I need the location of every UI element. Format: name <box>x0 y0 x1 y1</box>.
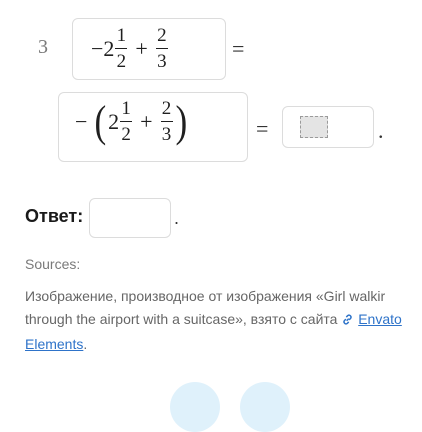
answer-label: Ответ: <box>25 206 84 226</box>
fraction-2-denominator: 3 <box>157 51 167 73</box>
plus-sign: + <box>135 35 148 61</box>
answer-period: . <box>174 208 180 228</box>
fraction-1-denominator: 2 <box>121 124 131 146</box>
expression-box-1 <box>72 18 226 80</box>
minus-sign: − <box>75 108 88 134</box>
fraction-1-denominator: 2 <box>116 51 127 73</box>
fraction-1-numerator: 1 <box>121 98 131 119</box>
expression-box-2 <box>58 92 248 162</box>
whole-part: 2 <box>108 108 120 134</box>
period-line-2: . <box>378 118 384 143</box>
minus-sign: − <box>91 35 104 61</box>
fraction-bar <box>120 121 132 122</box>
result-input[interactable] <box>282 106 374 148</box>
expression-1 <box>91 26 169 71</box>
fraction-bar <box>161 121 173 122</box>
fraction-1 <box>120 99 132 144</box>
bottom-nav <box>170 382 290 432</box>
equals-sign-1: = <box>232 36 245 61</box>
fraction-1-numerator: 1 <box>116 25 127 46</box>
sources-period: . <box>83 336 88 352</box>
plus-sign: + <box>140 108 153 134</box>
fraction-2 <box>161 99 173 144</box>
sources-title: Sources: <box>25 256 81 272</box>
fraction-2-numerator: 2 <box>161 98 172 119</box>
fraction-2 <box>156 26 168 71</box>
fraction-2-denominator: 3 <box>161 124 172 146</box>
envato-elements-link[interactable]: Envato Elements <box>25 311 402 352</box>
close-paren: ) <box>174 96 187 146</box>
nav-circle-button[interactable] <box>170 382 220 432</box>
sources-text <box>25 285 422 356</box>
equals-sign-2: = <box>256 116 269 141</box>
answer-input[interactable] <box>89 198 171 238</box>
nav-circle-button[interactable] <box>240 382 290 432</box>
open-paren: ( <box>94 96 107 146</box>
fraction-bar <box>115 48 127 49</box>
fraction-1 <box>115 26 127 71</box>
fraction-bar <box>156 48 168 49</box>
link-icon <box>341 310 354 333</box>
sources-description: Изображение, производное от изображения «Girl walkir through the airport with a suitcase», взято с сайта <box>25 288 386 327</box>
fraction-2-numerator: 2 <box>157 25 167 46</box>
placeholder-square-icon <box>300 116 328 138</box>
whole-part: 2 <box>103 35 115 61</box>
expression-2 <box>75 96 188 146</box>
task-number: 3 <box>38 36 48 58</box>
